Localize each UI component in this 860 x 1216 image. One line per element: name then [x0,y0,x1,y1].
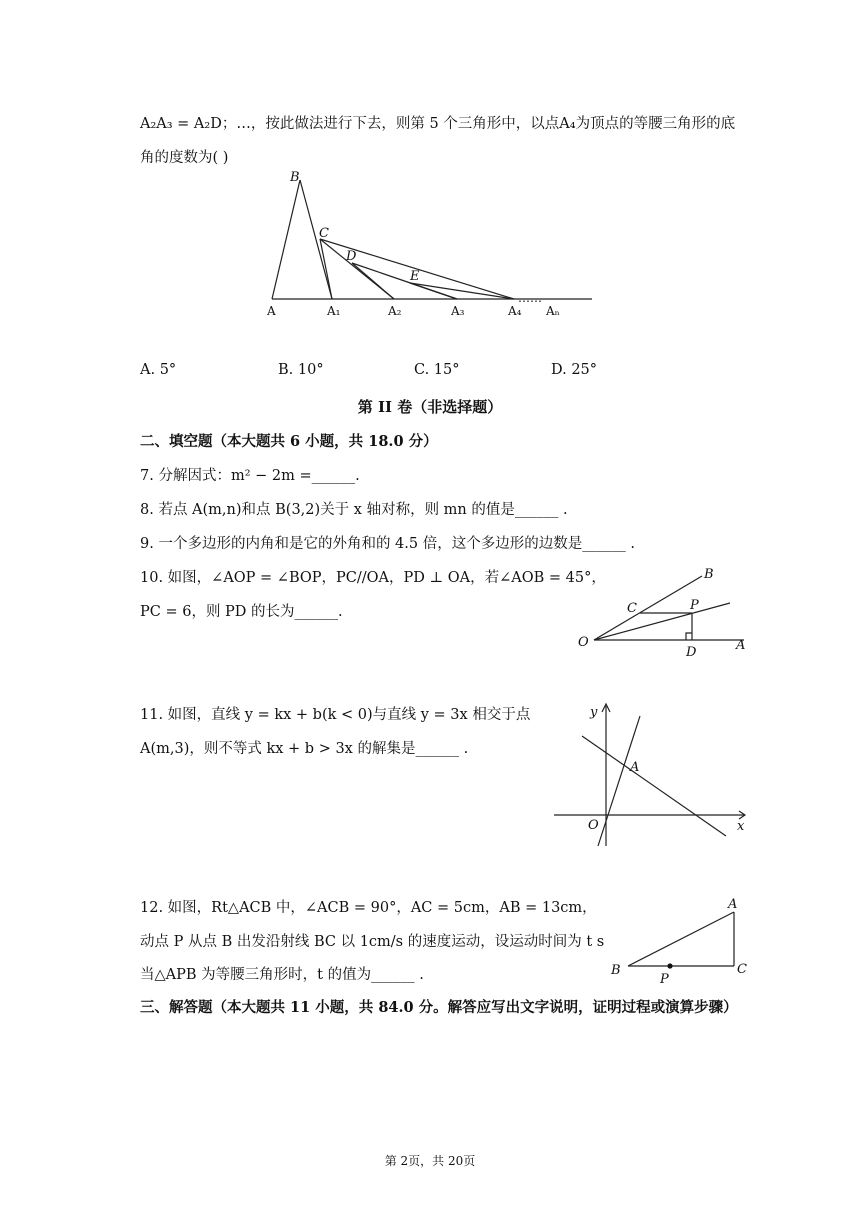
q6-text-line1: A₂A₃ = A₂D；…，按此做法进行下去，则第 5 个三角形中，以点A₄为顶点的等腰三角形的底 [140,116,736,132]
q10-text-line1: 10. 如图，∠AOP = ∠BOP，PC//OA，PD ⊥ OA，若∠AOB = 45°， [140,570,606,586]
q6-figure [262,168,602,324]
q12-label-c: C [737,962,747,977]
q10-label-a: A [736,638,746,653]
q10-label-p: P [690,598,699,613]
q6-label-a: A [267,304,276,318]
q12-label-b: B [611,963,621,978]
q12-text-line2: 动点 P 从点 B 出发沿射线 BC 以 1cm/s 的速度运动，设运动时间为 t s [140,934,605,950]
q6-label-e: E [410,269,420,284]
q11-text-line2: A(m,3)，则不等式 kx + b > 3x 的解集是______ . [140,741,469,757]
q12-text-line3: 当△APB 为等腰三角形时，t 的值为______ . [140,967,424,983]
q11-figure [548,698,756,858]
q8-text: 8. 若点 A(m,n)和点 B(3,2)关于 x 轴对称，则 mn 的值是______ . [140,502,568,518]
q6-label-a2: A₂ [388,304,402,318]
q11-text-line1: 11. 如图，直线 y = kx + b(k < 0)与直线 y = 3x 相交于点 [140,707,531,723]
q11-label-a: A [630,760,640,775]
part3-heading: 三、解答题（本大题共 11 小题，共 84.0 分。解答应写出文字说明，证明过程或演算步骤） [140,999,738,1016]
q10-label-b: B [704,567,714,582]
q10-figure [572,563,756,663]
q10-label-o: O [578,635,589,650]
q9-text: 9. 一个多边形的内角和是它的外角和的 4.5 倍，这个多边形的边数是______ . [140,536,635,552]
page-footer: 第 2页，共 20页 [384,1154,476,1168]
q6-label-a4: A₄ [508,304,522,318]
q6-option-c: C. 15° [414,362,460,378]
q12-text-line1: 12. 如图，Rt△ACB 中，∠ACB = 90°，AC = 5cm，AB = 13cm， [140,900,597,916]
q6-label-c: C [319,226,329,241]
q11-label-y: y [590,705,598,720]
q6-option-b: B. 10° [278,362,324,378]
q6-label-ellipsis: …… [518,291,542,305]
q6-label-an: Aₙ [546,304,560,318]
q6-label-a1: A₁ [327,304,341,318]
part2-heading: 二、填空题（本大题共 6 小题，共 18.0 分） [140,433,438,450]
q6-option-a: A. 5° [140,362,177,378]
q12-figure [606,894,756,990]
q12-label-a: A [728,897,738,912]
q11-label-o: O [588,818,599,833]
q6-option-d: D. 25° [551,362,598,378]
q11-label-x: x [737,819,745,834]
q10-label-c: C [627,601,637,616]
q10-text-line2: PC = 6，则 PD 的长为______. [140,604,343,620]
q6-text-line2: 角的度数为( ) [140,150,229,166]
q6-label-b: B [290,170,300,185]
q10-label-d: D [686,645,697,660]
section2-title: 第 II 卷（非选择题） [357,398,503,416]
q6-label-a3: A₃ [451,304,465,318]
q6-label-d: D [346,249,357,264]
q12-label-p: P [660,972,669,987]
q7-text: 7. 分解因式：m² − 2m =______. [140,468,360,484]
